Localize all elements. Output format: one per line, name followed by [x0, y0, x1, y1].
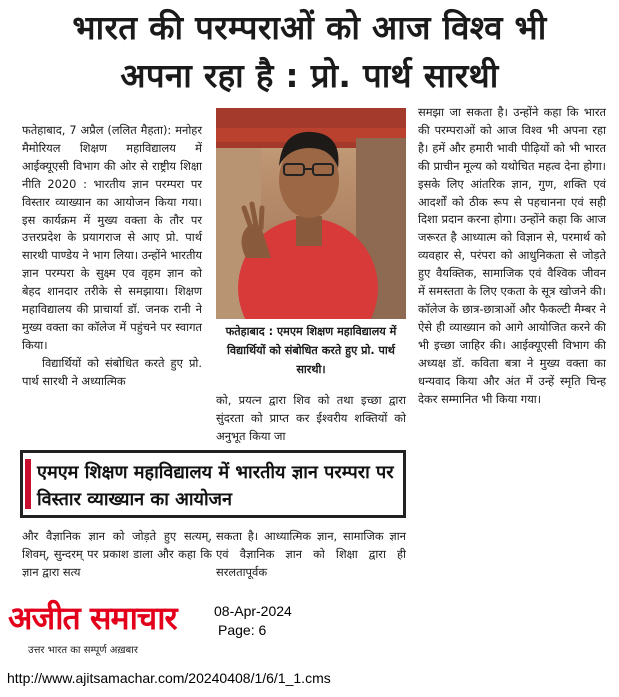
article-paragraph: सकता है। आध्यात्मिक ज्ञान, सामाजिक ज्ञान एवं वैज्ञानिक ज्ञान को शिक्षा द्वारा ही सरलतापूर्वक: [216, 529, 406, 579]
article-column-1: [22, 122, 202, 391]
article-paragraph: को, प्रयत्न द्वारा शिव को तथा इच्छा द्वारा सुंदरता को प्राप्त कर ईश्वरीय शक्तियों को अनुभूत किया जा: [216, 393, 406, 443]
photo-caption: फतेहाबाद : एमएम शिक्षण महाविद्यालय में विद्यार्थियों को संबोधित करते हुए प्रो. पार्थ सारथी।: [225, 325, 397, 376]
headline-line-1: भारत की परम्पराओं को आज विश्व भी: [72, 8, 547, 47]
article-paragraph: विद्यार्थियों को संबोधित करते हुए प्रो. पार्थ सारथी ने अध्यात्मिक: [22, 355, 202, 388]
headline-line-2: अपना रहा है : प्रो. पार्थ सारथी: [120, 56, 499, 95]
article-paragraph: समझा जा सकता है। उन्होंने कहा कि भारत की परम्पराओं को आज विश्व भी अपना रहा है। हमें और हमारी भावी पीढ़ियों को भी भारत की प्राचीन मूल्य को यथोचित महत्व देना होगा। इसके लिए आंतरिक ज्ञान, गुण, शक्ति एवं आदर्शों को ठीक रूप से पहचानना एवं सही दिशा प्रदान करना होगा। उन्होंने कहा कि आज जरूरत है आध्यात्म को विज्ञान से, परमार्थ को व्यवहार से, परंपरा को आधुनिकता से जोड़ते हुए वैयक्तिक, सामाजिक एवं वैश्विक जीवन में समस्तता के लिए एकता के सूत्र खोजने की। कॉलेज के छात्र-छात्राओं और फैकल्टी मैम्बर ने ऐसे ही व्याख्यान को आगे आयोजित करने की भी इच्छा जाहिर की। आईक्यूएसी विभाग की अध्यक्ष डॉ. कविता बत्रा ने मुख्य वक्ता का धन्यवाद किया और अंत में उन्हें स्मृति चिन्ह देकर सम्मानित भी किया गया।: [418, 105, 606, 406]
edition-date: 08-Apr-2024: [214, 603, 292, 619]
article-column-3: [418, 104, 606, 408]
logo-tagline: उत्तर भारत का सम्पूर्ण अख़बार: [28, 645, 138, 656]
article-column-2: [216, 392, 406, 446]
article-bottom-column-1: [22, 528, 212, 582]
edition-meta: [214, 602, 292, 640]
article-paragraph: और वैज्ञानिक ज्ञान को जोड़ते हुए सत्यम्, शिवम्, सुन्दरम् पर प्रकाश डाला और कहा कि ज्ञान द्वारा सत्य: [22, 529, 212, 579]
article-paragraph: फतेहाबाद, 7 अप्रैल (ललित मैहता): मनोहर मैमोरियल शिक्षण महाविद्यालय में आईक्यूएसी विभाग की ओर से राष्ट्रीय शिक्षा नीति 2020 : भारतीय ज्ञान परम्परा पर विस्तार व्याख्यान का आयोजन किया गया। इस कार्यक्रम में मुख्य वक्ता के तौर पर उत्तरप्रदेश के प्रयागराज से आए प्रो. पार्थ सारथी पाण्डेय ने भाग लिया। उन्होंने भारतीय ज्ञान परम्परा के सुक्ष्म एव वृहम ज्ञान को बेहद शानदार तरीके से समझाया। शिक्षण महाविद्यालय की प्राचार्या डॉ. जनक रानी ने मुख्य वक्ता का कॉलेज में पहुंचने पर स्वागत किया।: [22, 123, 202, 352]
edition-page: Page: 6: [218, 622, 267, 638]
news-photo: [216, 108, 406, 319]
logo-name: अजीत समाचार: [8, 599, 177, 637]
newspaper-logo: [8, 596, 208, 662]
subheadline: एमएम शिक्षण महाविद्यालय में भारतीय ज्ञान परम्परा पर विस्तार व्याख्यान का आयोजन: [37, 462, 394, 510]
subheadline-box: [20, 450, 406, 518]
headline: [0, 4, 619, 100]
article-bottom-column-2: [216, 528, 406, 582]
speaker-photo-illustration: [216, 108, 406, 319]
source-url[interactable]: http://www.ajitsamachar.com/20240408/1/6/1_1.cms: [7, 670, 331, 686]
subheadline-accent-bar: [25, 459, 31, 509]
